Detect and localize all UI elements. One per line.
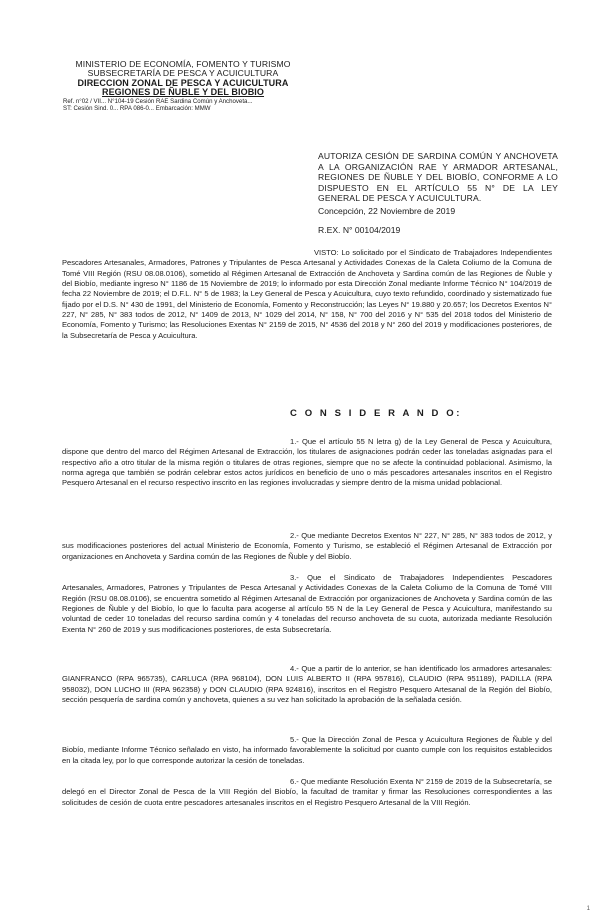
considerando-heading: C O N S I D E R A N D O: — [290, 408, 463, 419]
visto-text: Lo solicitado por el Sindicato de Trabajadores Independientes Pescadores Artesanales, Armadores, Patrones y Tripulantes de Pesca Artesanal y Actividades Conexas de la Caleta Coliumo de la Comuna de Tomé VIII Región (RSU 08.08.0106), sometido al Régimen Artesanal de Extracción de Anchoveta y Sardina común de las Regiones de Ñuble y del Biobío, mediante ingreso N° 1186 de 15 Noviembre de 2019; lo informado por esta Dirección Zonal mediante Informe Técnico N° 104/2019 de fecha 22 Noviembre de 2019; el D.F.L. N° 5 de 1983; la Ley General de Pesca y Acuicultura, cuyo texto refundido, coordinado y sistematizado fue fijado por el D.S. N° 430 de 1991, del Ministerio de Economía, Fomento y Reconstrucción; las Leyes N° 19.880 y 20.657; los Decretos Exentos N° 227, N° 285, N° 383 todos de 2012, N° 1409 de 2013, N° 1029 del 2014, N° 158, N° 700 del 2016 y N° 535 del 2018 todos del Ministerio de Economía, Fomento y Turismo; las Resoluciones Exentas N° 2159 de 2015, N° 4536 del 2018 y N° 260 del 2019 y modificaciones posteriores, de la Subsecretaría de Pesca y Acuicultura. — [62, 248, 552, 340]
letterhead — [58, 60, 308, 112]
considerando-item — [62, 777, 552, 808]
considerando-text: 5.- Que la Dirección Zonal de Pesca y Acuicultura Regiones de Ñuble y del Biobío, mediante Informe Técnico señalado en visto, ha informado favorablemente la solicitud por cuanto cumple con los requisitos establecidos en la citada ley, por lo que corresponde autorizar la cesión de toneladas. — [62, 735, 552, 765]
resolution-title: AUTORIZA CESIÓN DE SARDINA COMÚN Y ANCHOVETA A LA ORGANIZACIÓN RAE Y ARMADOR ARTESANAL, REGIONES DE ÑUBLE Y DEL BIOBÍO, CONFORME A LO DISPUESTO EN EL ARTÍCULO 55 N° DE LA LEY GENERAL DE PESCA Y ACUICULTURA. — [318, 151, 558, 204]
considerando-text: 3.- Que el Sindicato de Trabajadores Independientes Pescadores Artesanales, Armadores, Patrones y Tripulantes de Pesca Artesanal y Actividades Conexas de la Caleta Coliumo de la Comuna de Tomé VIII Región (RSU 08.08.0106), se encuentra sometido al Régimen Artesanal de Extracción por organizaciones de Anchoveta y Sardina común de las Regiones de Ñuble y del Biobío, lo que lo faculta para acogerse al artículo 55 N de la Ley General de Pesca y Acuicultura, manifestando su voluntad de ceder 10 toneladas del recurso sardina común y 4 toneladas del recurso anchoveta de su cuota, autorizada mediante Resolución Exenta N° 260 de 2019 y sus modificaciones posteriores, de esta Subsecretaría. — [62, 573, 552, 634]
reference-line-2: ST: Cesión Sind. 0... RPA 086-0... Embarcación: MMW — [63, 104, 211, 112]
direccion-zonal-line: DIRECCION ZONAL DE PESCA Y ACUICULTURA — [77, 77, 289, 88]
considerando-item — [62, 735, 552, 766]
resolution-date: Concepción, 22 Noviembre de 2019 — [318, 206, 456, 216]
resolution-number: R.EX. N° 00104/2019 — [318, 225, 401, 235]
regiones-line: REGIONES DE ÑUBLE Y DEL BIOBIO — [101, 87, 265, 98]
reference-line: Ref. n°02 / VII... N°104-19 Cesión RAE Sardina Común y Anchoveta... — [63, 97, 253, 105]
visto-label: VISTO: — [314, 248, 339, 257]
considerando-item — [62, 531, 552, 562]
subsecretaria-line: SUBSECRETARÍA DE PESCA Y ACUICULTURA — [87, 68, 279, 79]
page-number: 1 — [586, 906, 590, 912]
considerando-text: 1.- Que el artículo 55 N letra g) de la Ley General de Pesca y Acuicultura, dispone que dentro del marco del Régimen Artesanal de Extracción, los titulares de asignaciones podrán ceder las toneladas asignadas para el respectivo año a otro titular de la misma región o titulares de otras regiones, siempre que no se afecte la continuidad poblacional. Asimismo, la norma agrega que también se podrán celebrar estos actos jurídicos en beneficio de uno o más pescadores artesanales inscritos en el Registro Pesquero Artesanal en el recurso respectivo inscrito en las regiones involucradas y siempre dentro de la misma unidad poblacional. — [62, 437, 552, 488]
considerando-item — [62, 437, 552, 489]
considerando-text: 4.- Que a partir de lo anterior, se han identificado los armadores artesanales: GIANFRANCO (RPA 965735), CARLUCA (RPA 968104), DON LUIS ALBERTO II (RPA 957816), CLAUDIO (RPA 951189), PADILLA (RPA 958032), DON LUCHO III (RPA 962358) y DON CLAUDIO (RPA 924816), inscritos en el Registro Pesquero Artesanal de la Región del Biobío, sección pesquería de sardina común y anchoveta, quienes a su vez han solicitado la aprobación de la señalada cesión. — [62, 664, 552, 705]
visto-paragraph — [62, 248, 552, 341]
ministry-line: MINISTERIO DE ECONOMÍA, FOMENTO Y TURISMO — [75, 59, 291, 69]
considerando-text: 6.- Que mediante Resolución Exenta N° 2159 de 2019 de la Subsecretaría, se delegó en el Director Zonal de Pesca de la VIII Región del Biobío, la facultad de tramitar y firmar las Resoluciones correspondientes a las solicitudes de cesión de cuota entre pescadores artesanales inscritos en el Registro Pesquero Artesanal de la VIII Región. — [62, 777, 552, 807]
considerando-item — [62, 664, 552, 705]
considerando-text: 2.- Que mediante Decretos Exentos N° 227, N° 285, N° 383 todos de 2012, y sus modificaciones posteriores del actual Ministerio de Economía, Fomento y Turismo, se estableció el Régimen Artesanal de Extracción por organizaciones en Anchoveta y Sardina común de las Regiones de Ñuble y del Biobío. — [62, 531, 552, 561]
considerando-item — [62, 573, 552, 635]
